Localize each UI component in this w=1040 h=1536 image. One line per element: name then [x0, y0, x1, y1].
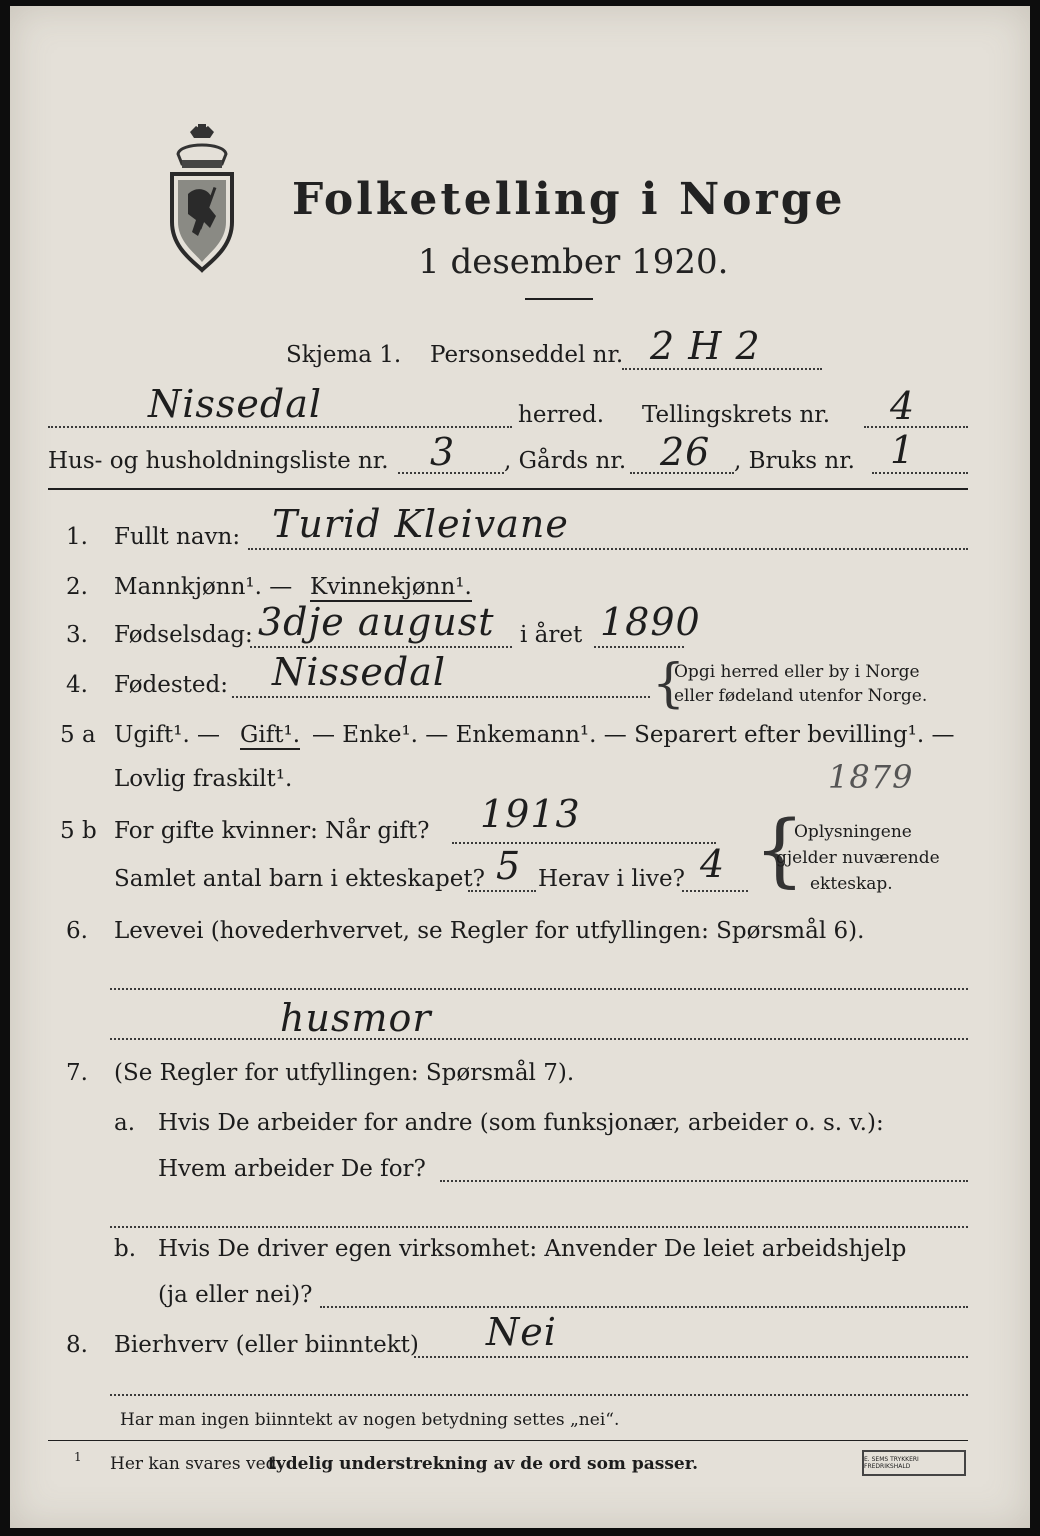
q5a-number: 5 a — [60, 722, 96, 748]
census-date: 1 desember 1920. — [418, 242, 729, 282]
marriage-note-3: ekteskap. — [810, 874, 893, 894]
husliste-value: 3 — [430, 430, 456, 474]
tellingskrets-label: Tellingskrets nr. — [642, 402, 831, 428]
bruks-label: , Bruks nr. — [734, 448, 855, 474]
children-value: 5 — [496, 844, 522, 888]
q4-number: 4. — [66, 672, 88, 698]
gender-female-option: Kvinnekjønn¹. — [310, 574, 472, 600]
q4-label: Fødested: — [114, 672, 229, 698]
census-form: Folketelling i Norge 1 desember 1920. Skjema 1. Personseddel nr. 2 H 2 Nissedal herred. Tellingskrets nr. 4 Hus- og husholdningsliste nr. 3 , Gårds nr. 26 , Bruks nr. 1 1. Fullt navn: Turid Kleivane 2. Mannkjønn¹. — Kvinnekjønn¹. 3. Fødselsdag: 3dje august i året 1890 4. Fødested: Nissedal { Opgi herred eller by i Norge eller fødeland utenfor Norge. 5 a Ugift¹. — Gift¹. — Enke¹. — Enkemann¹. — Separert efter bevilling¹. — Lovlig fraskilt¹. 1879 5 b For gifte kvinner: Når gift? 1913 Samlet antal barn i ekteskapet? 5 Herav i live? 4 { Oplysningene gjelder nuværende ekteskap. 6. Levevei (hovederhvervet, se Regler for utfyllingen: Spørsmål 6). husmor 7. (Se Regler for utfyllingen: Spørsmål 7). a. Hvis De arbeider for andre (som funksjonær, arbeider o. s. v.): Hvem arbeider De for? b. Hvis De driver egen virksomhet: Anvender De leiet arbeidshjelp (ja eller nei)? 8. Bierhverv (eller biinntekt) Nei Har man ingen biinntekt av nogen betydning settes „nei“. 1 Her kan svares ved tydelig understrekning av de ord som passer. E. SEMS TRYKKERI FREDRIKSHALD — [10, 6, 1030, 1528]
q7b-text: Hvis De driver egen virksomhet: Anvender De leiet arbeidshjelp — [158, 1236, 907, 1262]
birthplace-value: Nissedal — [272, 650, 447, 694]
bruks-value: 1 — [890, 428, 916, 472]
q7b-letter: b. — [114, 1236, 137, 1262]
q6-label: Levevei (hovederhvervet, se Regler for utfyllingen: Spørsmål 6). — [114, 918, 865, 944]
gards-label: , Gårds nr. — [504, 448, 627, 474]
q7a-letter: a. — [114, 1110, 136, 1136]
q7b-hire-label: (ja eller nei)? — [158, 1282, 313, 1308]
printer-stamp — [862, 1450, 966, 1476]
children-label: Samlet antal barn i ekteskapet? — [114, 866, 485, 892]
q1-number: 1. — [66, 524, 88, 550]
norway-coat-of-arms-icon — [162, 124, 242, 274]
personseddel-value: 2 H 2 — [650, 324, 761, 368]
year-label: i året — [520, 622, 583, 648]
birth-year-value: 1890 — [600, 600, 701, 644]
birthday-value: 3dje august — [258, 600, 495, 644]
q5b-label: For gifte kvinner: Når gift? — [114, 818, 430, 844]
q7-label: (Se Regler for utfyllingen: Spørsmål 7). — [114, 1060, 575, 1086]
q8-number: 8. — [66, 1332, 88, 1358]
personseddel-label: Personseddel nr. — [430, 342, 624, 368]
q2-number: 2. — [66, 574, 88, 600]
footnote-bold: tydelig understrekning av de ord som passer. — [268, 1454, 699, 1474]
q5b-number: 5 b — [60, 818, 97, 844]
marriage-note-2: gjelder nuværende — [776, 848, 940, 868]
herred-value: Nissedal — [148, 382, 323, 426]
status-married-option: Gift¹. — [240, 722, 301, 748]
title-divider — [525, 298, 593, 300]
footnote-mark: 1 — [74, 1450, 82, 1464]
q3-label: Fødselsdag: — [114, 622, 253, 648]
status-divorced-option: Lovlig fraskilt¹. — [114, 766, 293, 792]
alive-value: 4 — [700, 842, 726, 886]
footnote-text: Her kan svares ved — [110, 1454, 277, 1474]
margin-note: 1879 — [828, 758, 914, 796]
q1-label: Fullt navn: — [114, 524, 241, 550]
q8-label: Bierhverv (eller biinntekt) — [114, 1332, 419, 1358]
side-income-value: Nei — [486, 1310, 557, 1354]
alive-label: Herav i live? — [538, 866, 685, 892]
status-other-options: — Enke¹. — Enkemann¹. — Separert efter bevilling¹. — — [312, 722, 955, 748]
printer-stamp-text: E. SEMS TRYKKERI FREDRIKSHALD — [864, 1456, 919, 1470]
schema-label: Skjema 1. — [286, 342, 402, 368]
marriage-note-1: Oplysningene — [794, 822, 912, 842]
gender-male-option: Mannkjønn¹. — — [114, 574, 293, 600]
birthplace-note-1: Opgi herred eller by i Norge — [674, 662, 920, 682]
status-unmarried-option: Ugift¹. — — [114, 722, 221, 748]
q6-number: 6. — [66, 918, 88, 944]
q3-number: 3. — [66, 622, 88, 648]
husliste-label: Hus- og husholdningsliste nr. — [48, 448, 389, 474]
gards-value: 26 — [660, 430, 711, 474]
married-year-value: 1913 — [480, 792, 581, 836]
form-title: Folketelling i Norge — [292, 174, 846, 225]
occupation-value: husmor — [280, 996, 432, 1040]
header-rule — [48, 488, 968, 490]
birthplace-note-2: eller fødeland utenfor Norge. — [674, 686, 928, 706]
full-name-value: Turid Kleivane — [272, 502, 569, 546]
footer-note: Har man ingen biinntekt av nogen betydning settes „nei“. — [120, 1410, 620, 1430]
tellingskrets-value: 4 — [890, 384, 916, 428]
q7-number: 7. — [66, 1060, 88, 1086]
herred-label: herred. — [518, 402, 605, 428]
q7a-employer-label: Hvem arbeider De for? — [158, 1156, 426, 1182]
q7a-text: Hvis De arbeider for andre (som funksjonær, arbeider o. s. v.): — [158, 1110, 884, 1136]
